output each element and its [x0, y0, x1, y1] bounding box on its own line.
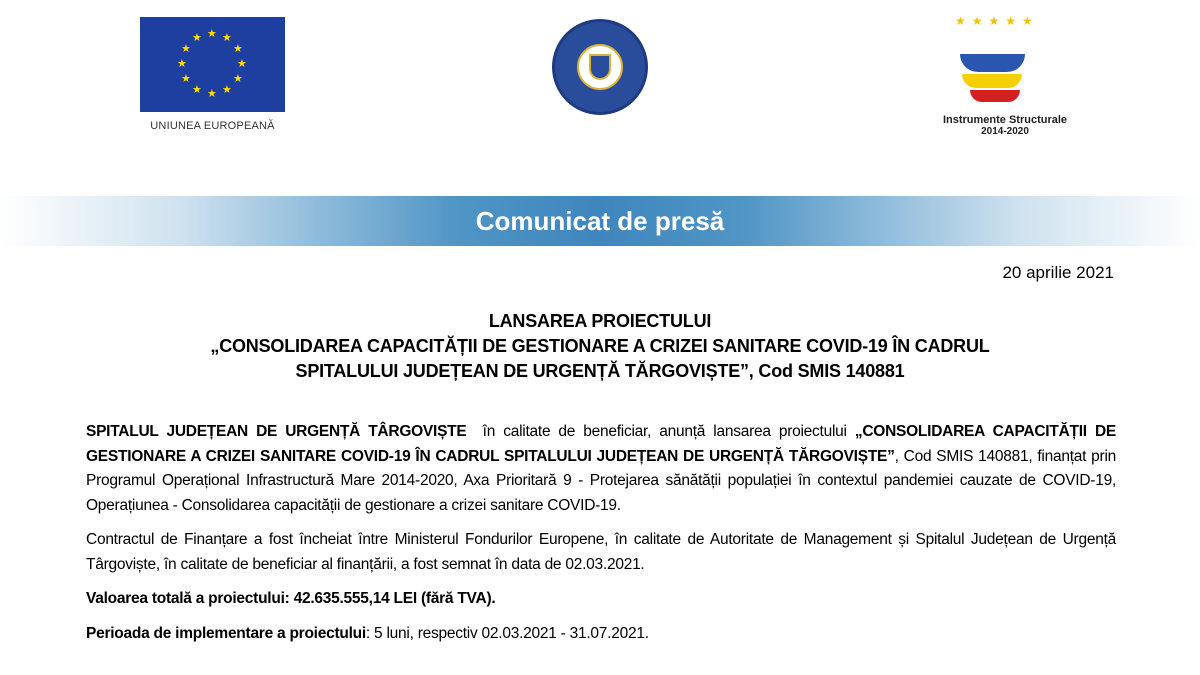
romanian-government-seal-icon — [552, 19, 648, 115]
text: în calitate de beneficiar, anunță lansarea proiectului — [466, 423, 855, 440]
paragraph-intro — [86, 420, 1116, 518]
period-label: Perioada de implementare a proiectului — [86, 624, 366, 642]
press-release-banner — [0, 196, 1200, 246]
project-name: „CONSOLIDAREA CAPACITĂȚII DE GESTIONARE A CRIZEI SANITARE COVID-19 ÎN CADRUL SPITALULUI JUDEȚEAN DE URGENȚĂ TĂRGOVIȘTE” — [86, 423, 1116, 465]
structural-instruments-logo — [930, 14, 1080, 137]
release-date: 20 aprilie 2021 — [1002, 263, 1114, 282]
star-icon: ★ — [232, 43, 243, 55]
star-icon: ★ — [177, 58, 187, 70]
title-line: LANSAREA PROIECTULUI — [488, 311, 712, 331]
eu-logo — [140, 17, 285, 132]
star-icon: ★ — [232, 73, 243, 85]
document-body — [86, 420, 1116, 656]
star-icon: ★ — [192, 83, 202, 96]
title-line: SPITALULUI JUDEȚEAN DE URGENȚĂ TĂRGOVIȘTE”, Cod SMIS 140881 — [295, 361, 905, 381]
structural-instruments-icon: ★★★★★ — [930, 14, 1080, 114]
is-years: 2014-2020 — [981, 126, 1029, 137]
paragraph-value — [86, 587, 1116, 612]
star-icon: ★ — [181, 73, 191, 85]
title-line: „CONSOLIDAREA CAPACITĂȚII DE GESTIONARE A CRIZEI SANITARE COVID-19 ÎN CADRUL — [210, 336, 990, 356]
star-icon: ★ — [207, 28, 217, 40]
beneficiary-name: SPITALUL JUDEȚEAN DE URGENȚĂ TÂRGOVIȘTE — [86, 423, 467, 440]
text: , Cod SMIS 140881, finanțat prin Programul Operațional Infrastructură Mare 2014-2020, Axa Prioritară 9 - Protejarea sănătății populației în contextul pandemiei cauzate de COVID-19, Operațiunea - Consolidarea capacității de gestionare a crizei sanitare COVID-19. — [86, 447, 1117, 514]
star-icon: ★ — [207, 88, 217, 100]
is-label: Instrumente Structurale — [942, 114, 1068, 126]
period-value: : 5 luni, respectiv 02.03.2021 - 31.07.2021. — [365, 624, 649, 642]
eu-flag-icon — [140, 17, 285, 112]
paragraph-period — [86, 622, 1116, 647]
document-title — [0, 309, 1200, 384]
star-icon: ★ — [222, 32, 232, 45]
banner-title: Comunicat de presă — [475, 205, 725, 236]
paragraph-contract: Contractul de Finanțare a fost încheiat între Ministerul Fondurilor Europene, în calitate de Autoritate de Management și Spitalul Județean de Urgență Târgoviște, în calitate de beneficiar al finanțării, a fost semnat în data de 02.03.2021. — [86, 531, 1116, 573]
eu-label: UNIUNEA EUROPEANĂ — [150, 120, 275, 132]
project-value: Valoarea totală a proiectului: 42.635.555,14 LEI (fără TVA). — [86, 590, 496, 607]
star-icon: ★ — [181, 43, 191, 55]
star-icon: ★ — [192, 32, 202, 45]
star-icon: ★ — [222, 83, 232, 96]
star-icon: ★ — [237, 58, 247, 70]
